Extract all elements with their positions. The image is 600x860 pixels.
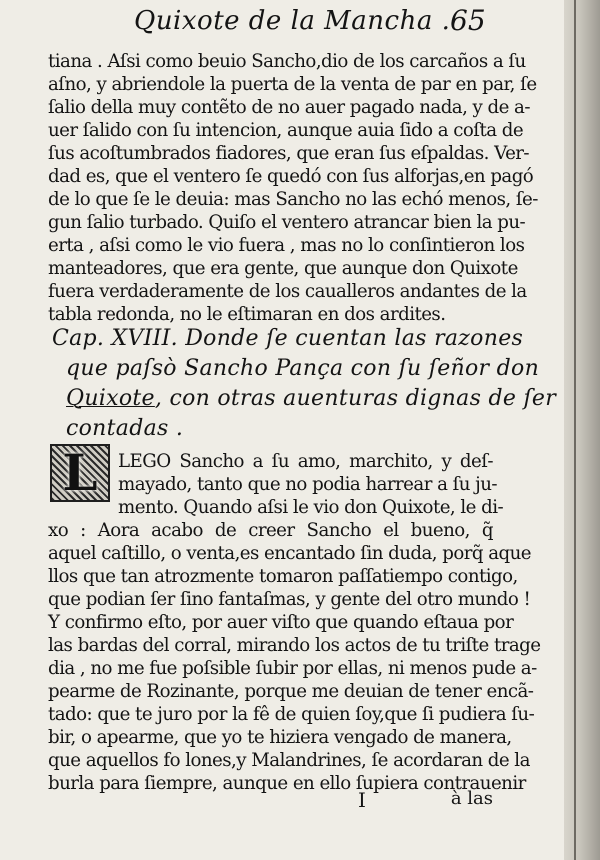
page-footer	[48, 788, 493, 812]
text-line: mento. Quando aſsi le vio don Quixote, le di-	[118, 497, 504, 518]
text-line: bir, o apearme, que yo te hiziera vengado de manera,	[48, 727, 512, 748]
chapter-heading	[52, 324, 557, 444]
chapter-heading-line: que paſsò Sancho Pança con ſu ſeñor don	[66, 356, 540, 381]
paragraph-1	[48, 50, 538, 326]
text-line: uer ſalido con ſu intencion, aunque auia ſido a coſta de	[48, 120, 524, 141]
text-line: aquel caſtillo, o venta,es encantado ſin duda, porq̃ aque	[48, 543, 531, 564]
text-line: dia , no me fue poſsible ſubir por ellas, ni menos pude a-	[48, 658, 537, 679]
text-line: ſalio della muy contẽto de no auer pagado nada, y de a-	[48, 97, 530, 118]
page-fold-line	[574, 0, 576, 860]
text-line: gun ſalio turbado. Quiſo el ventero atrancar bien la pu-	[48, 212, 526, 233]
initial-letter: L	[62, 443, 98, 502]
text-line: fuera verdaderamente de los caualleros andantes de la	[48, 281, 527, 302]
page-gutter-shadow	[564, 0, 600, 860]
chapter-heading-line: Cap. XVIII. Donde ſe cuentan las razones	[52, 326, 524, 351]
text-line: mayado, tanto que no podia harrear a ſu ju-	[118, 474, 498, 495]
text-line: tabla redonda, no le eſtimaran en dos ardites.	[48, 304, 446, 325]
text-line: que aquellos fo lones,y Malandrines, ſe acordaran de la	[48, 750, 530, 771]
chapter-heading-line	[52, 384, 557, 414]
underlined-name: Quixote	[66, 386, 155, 411]
text-line: llos que tan atrozmente tomaron paſſatiempo contigo,	[48, 566, 518, 587]
signature-mark: I	[358, 788, 366, 812]
text-line: pearme de Rozinante, porque me deuian de tener encã-	[48, 681, 534, 702]
text-line: LEGO Sancho a ſu amo, marchito, y deſ-	[118, 451, 493, 472]
text-line: burla para ſiempre, aunque en ello ſupiera contrauenir	[48, 773, 526, 794]
page-header	[134, 6, 494, 44]
text-line: aſno, y abriendole la puerta de la venta de par en par, ſe	[48, 74, 537, 95]
chapter-heading-text: , con otras auenturas dignas de ſer	[154, 386, 557, 411]
text-line: tiana . Aſsi como beuio Sancho,dio de los carcaños a ſu	[48, 51, 526, 72]
chapter-heading-line: contadas .	[66, 416, 184, 441]
text-line: tado: que te juro por la fê de quien ſoy,que ſi pudiera ſu-	[48, 704, 535, 725]
text-line: las bardas del corral, mirando los actos de tu triſte trage	[48, 635, 541, 656]
running-title: Quixote de la Mancha .	[134, 6, 451, 36]
text-line: manteadores, que era gente, que aunque don Quixote	[48, 258, 518, 279]
text-line: erta , aſsi como le vio fuera , mas no lo conſintieron los	[48, 235, 525, 256]
text-line: que podian ſer ſino fantaſmas, y gente del otro mundo !	[48, 589, 531, 610]
text-line: ſus acoſtumbrados fiadores, que eran ſus eſpaldas. Ver-	[48, 143, 530, 164]
text-line: Y confirmo eſto, por auer viſto que quando eſtaua por	[48, 612, 514, 633]
text-line: xo : Aora acabo de creer Sancho el bueno, q̃	[48, 520, 493, 541]
text-line: de lo que ſe le deuia: mas Sancho no las echó menos, ſe-	[48, 189, 538, 210]
text-line: dad es, que el ventero ſe quedó con ſus alforjas,en pagó	[48, 166, 534, 187]
catchword: à las	[450, 788, 493, 809]
page-number: 65	[450, 4, 486, 37]
paragraph-2	[48, 450, 541, 795]
